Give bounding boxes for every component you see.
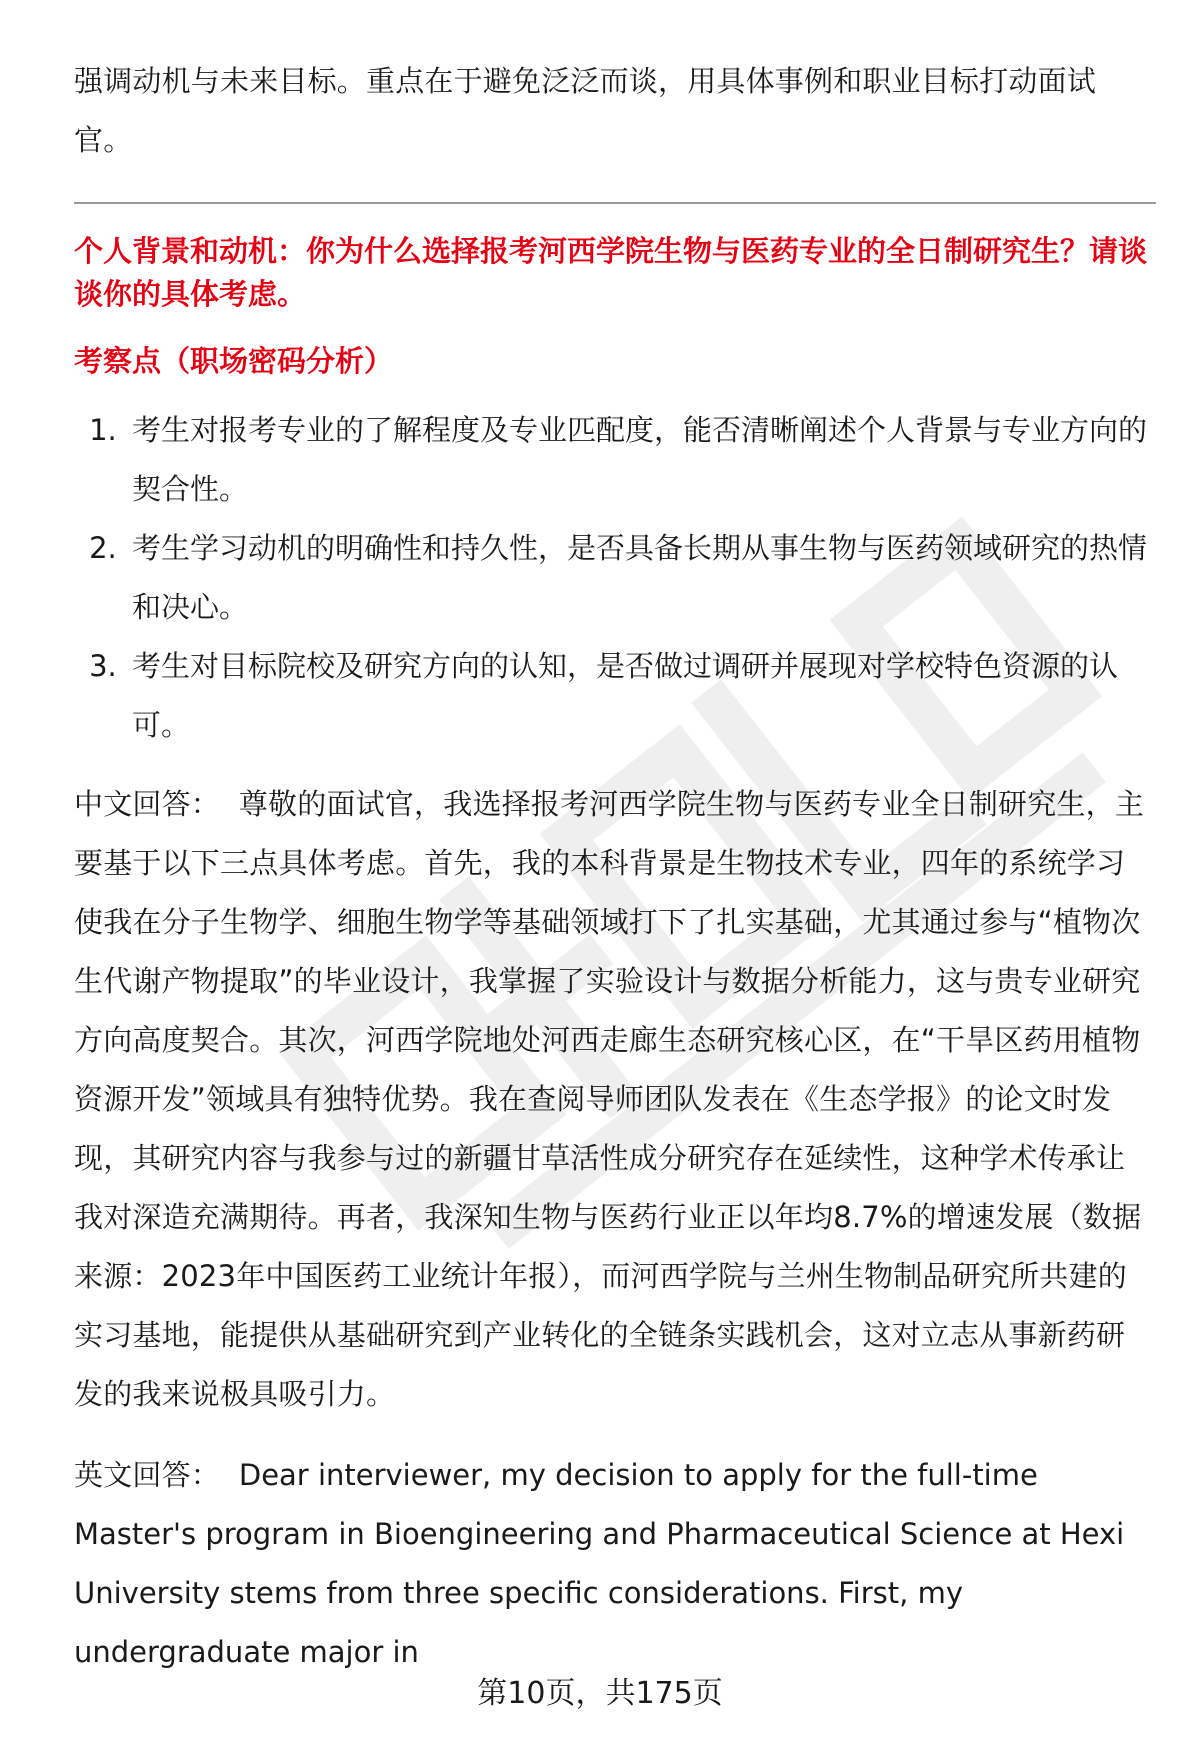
- english-answer-label: 英文回答：: [74, 1458, 221, 1492]
- list-item: 2. 考生学习动机的明确性和持久性，是否具备长期从事生物与医药领域研究的热情和决心。: [126, 519, 1154, 637]
- assessment-points-list: [74, 401, 1154, 755]
- english-answer-text: Dear interviewer, my decision to apply for the full-time Master's program in Bioengineering and Pharmaceutical Science at Hexi University stems from three specific considerations. First, my undergraduate major in: [74, 1458, 1125, 1669]
- list-item: 3. 考生对目标院校及研究方向的认知，是否做过调研并展现对学校特色资源的认可。: [126, 637, 1154, 755]
- english-answer: [74, 1446, 1154, 1682]
- assessment-label: 考察点（职场密码分析）: [74, 344, 394, 378]
- page-content: [74, 52, 1154, 1682]
- chinese-answer: [74, 775, 1154, 1424]
- chinese-answer-text: 尊敬的面试官，我选择报考河西学院生物与医药专业全日制研究生，主要基于以下三点具体考虑。首先，我的本科背景是生物技术专业，四年的系统学习使我在分子生物学、细胞生物学等基础领域打下了扎实基础，尤其通过参与“植物次生代谢产物提取”的毕业设计，我掌握了实验设计与数据分析能力，这与贵专业研究方向高度契合。其次，河西学院地处河西走廊生态研究核心区，在“干旱区药用植物资源开发”领域具有独特优势。我在查阅导师团队发表在《生态学报》的论文时发现，其研究内容与我参与过的新疆甘草活性成分研究存在延续性，这种学术传承让我对深造充满期待。再者，我深知生物与医药行业正以年均8.7%的增速发展（数据来源：2023年中国医药工业统计年报），而河西学院与兰州生物制品研究所共建的实习基地，能提供从基础研究到产业转化的全链条实践机会，这对立志从事新药研发的我来说极具吸引力。: [74, 787, 1145, 1411]
- chinese-answer-label: 中文回答：: [74, 787, 221, 821]
- section-divider: [74, 202, 1156, 204]
- page-number-footer: 第10页，共175页: [477, 1676, 723, 1711]
- list-item: 1. 考生对报考专业的了解程度及专业匹配度，能否清晰阐述个人背景与专业方向的契合性。: [126, 401, 1154, 519]
- interview-question: 个人背景和动机：你为什么选择报考河西学院生物与医药专业的全日制研究生？请谈谈你的具体考虑。: [74, 234, 1148, 311]
- intro-paragraph-tail: 强调动机与未来目标。重点在于避免泛泛而谈，用具体事例和职业目标打动面试官。: [74, 64, 1097, 157]
